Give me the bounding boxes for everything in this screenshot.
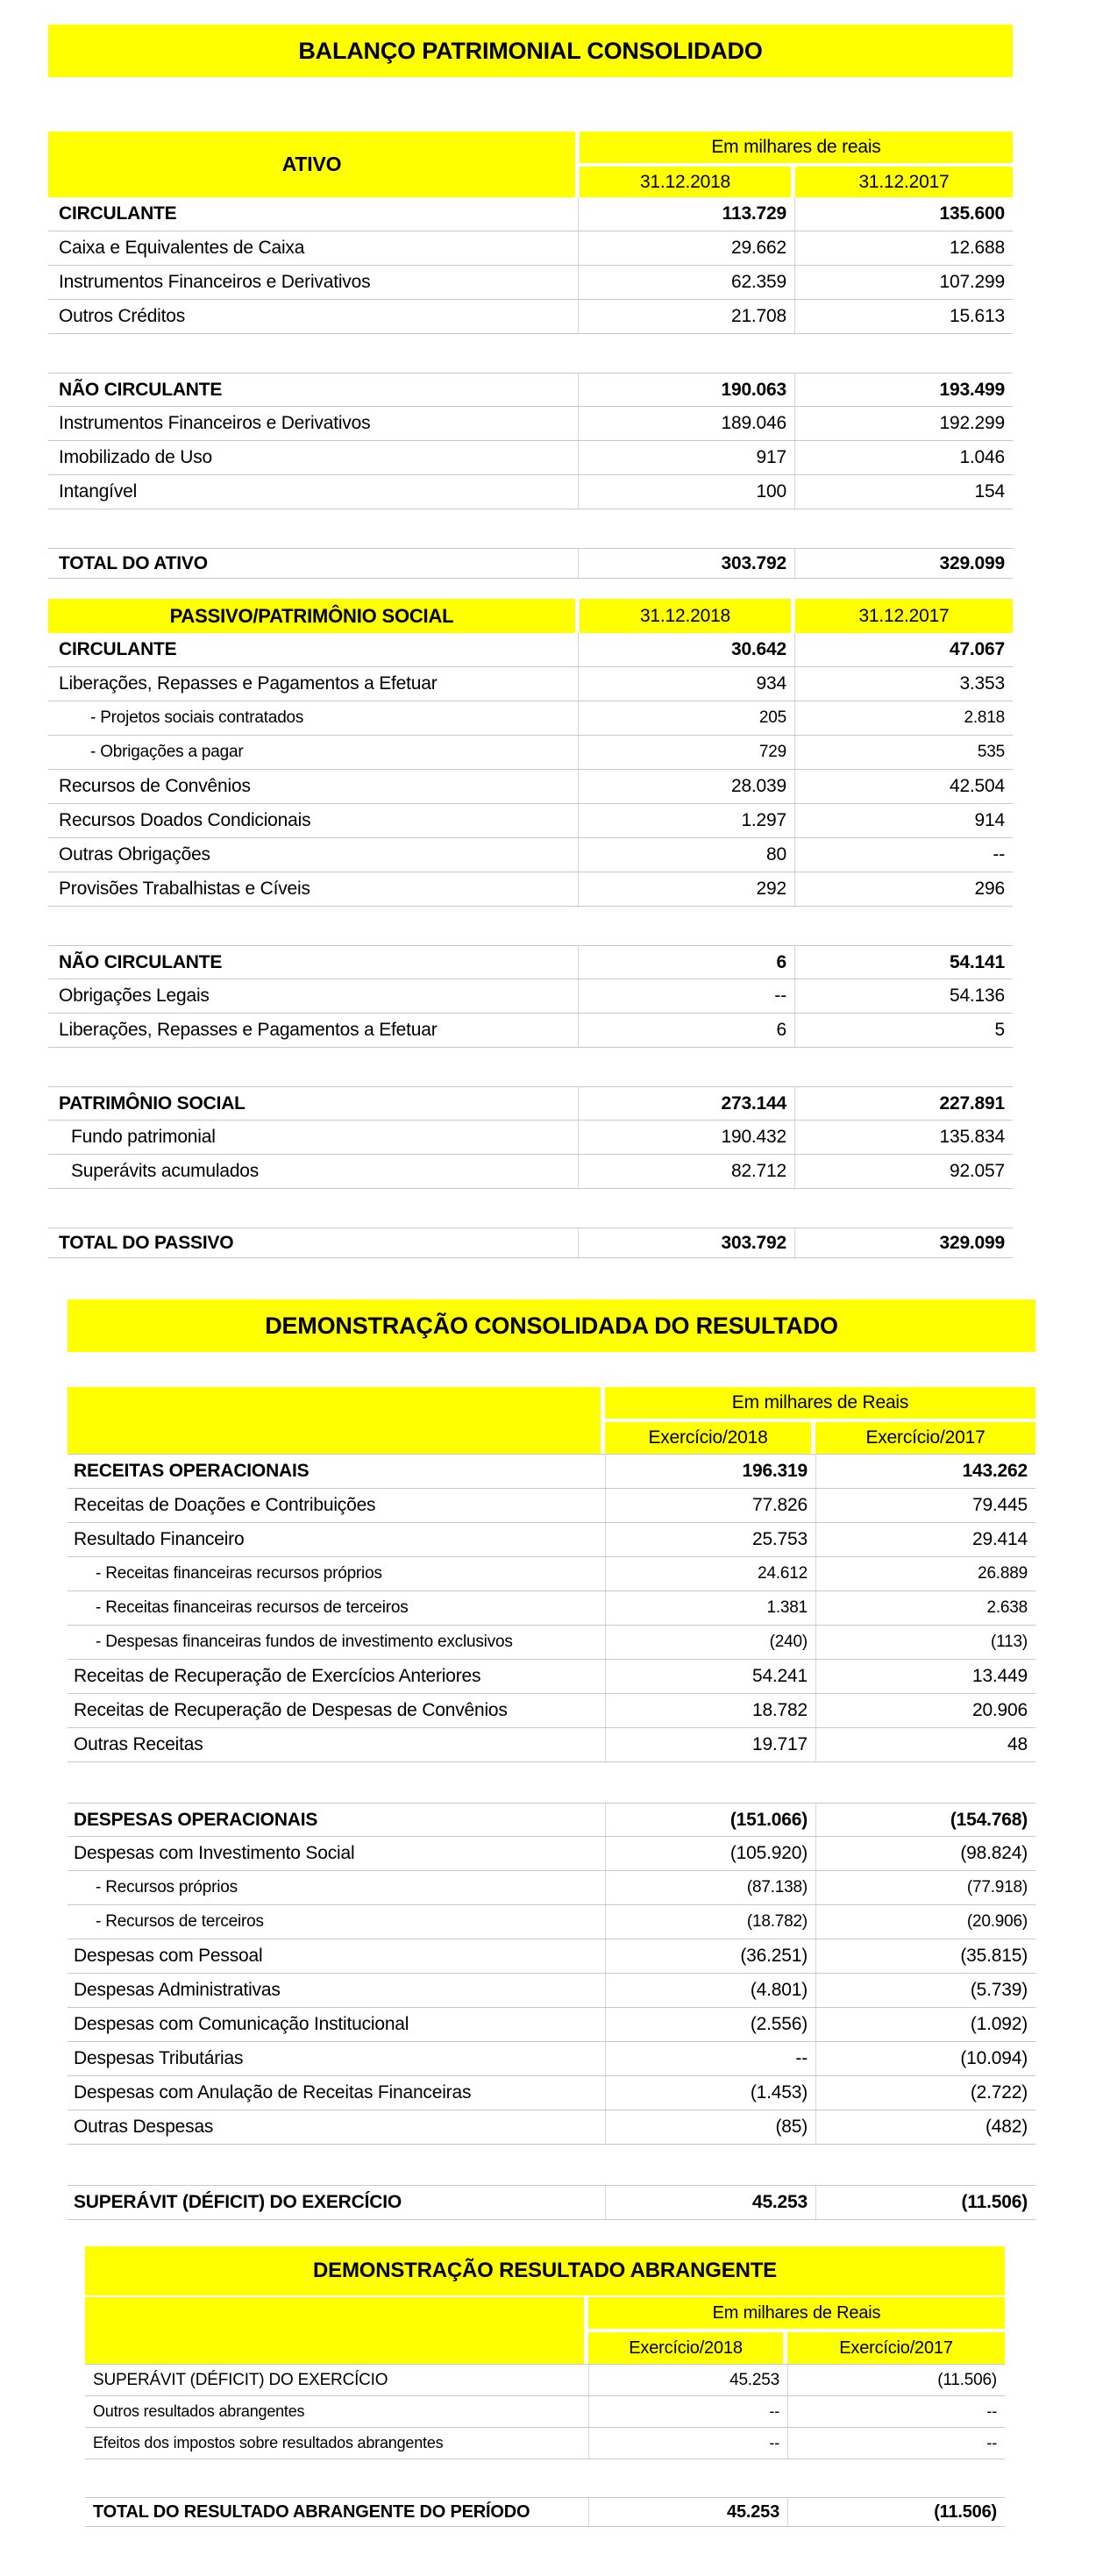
unit-label: Em milhares de Reais xyxy=(588,2297,1005,2329)
value-2017: (10.094) xyxy=(815,2042,1035,2075)
value-2018: 6 xyxy=(578,946,794,978)
column-header-2017: 31.12.2017 xyxy=(795,599,1013,633)
table-row xyxy=(68,2042,1035,2076)
value-2018: (4.801) xyxy=(605,1974,815,2007)
row-label: NÃO CIRCULANTE xyxy=(59,951,223,972)
unit-label: Em milhares de Reais xyxy=(605,1387,1035,1419)
table-row xyxy=(48,266,1013,300)
row-label: RECEITAS OPERACIONAIS xyxy=(74,1461,310,1481)
table-spacer xyxy=(68,1762,1035,1803)
table-row xyxy=(68,1803,1035,1837)
row-label: Instrumentos Financeiros e Derivativos xyxy=(59,272,371,292)
column-header-2018: 31.12.2018 xyxy=(580,167,791,197)
abrangente-table-header xyxy=(85,2297,1005,2364)
row-label: - Receitas financeiras recursos próprios xyxy=(96,1564,382,1583)
row-label: NÃO CIRCULANTE xyxy=(59,379,223,400)
value-2018: (105.920) xyxy=(605,1837,815,1870)
statement-title-resultado: DEMONSTRAÇÃO CONSOLIDADA DO RESULTADO xyxy=(68,1299,1035,1352)
value-2017: 26.889 xyxy=(815,1557,1035,1590)
value-2018: 45.253 xyxy=(588,2498,787,2526)
value-2018: -- xyxy=(588,2428,787,2459)
value-2018: -- xyxy=(578,979,794,1013)
value-2018: (2.556) xyxy=(605,2008,815,2041)
row-label: - Receitas financeiras recursos de terceiros xyxy=(96,1598,409,1617)
row-label: Despesas Administrativas xyxy=(74,1980,281,2000)
value-2017: (2.722) xyxy=(815,2076,1035,2110)
value-2018: 303.792 xyxy=(578,1228,794,1257)
table-spacer xyxy=(68,2145,1035,2185)
passivo-header-cell: PASSIVO/PATRIMÔNIO SOCIAL xyxy=(48,599,575,633)
table-row xyxy=(48,1155,1013,1189)
statement-title-balanco: BALANÇO PATRIMONIAL CONSOLIDADO xyxy=(48,25,1013,77)
table-row xyxy=(68,1660,1035,1694)
table-row xyxy=(85,2497,1005,2527)
table-row xyxy=(48,231,1013,266)
value-2018: -- xyxy=(605,2042,815,2075)
value-2017: (77.918) xyxy=(815,1871,1035,1904)
value-2018: 82.712 xyxy=(578,1155,794,1188)
value-2017: 227.891 xyxy=(794,1087,1013,1120)
value-2018: 25.753 xyxy=(605,1523,815,1556)
column-header-2017: 31.12.2017 xyxy=(795,167,1013,197)
value-2018: (18.782) xyxy=(605,1905,815,1939)
table-row xyxy=(68,1557,1035,1591)
value-2017: 329.099 xyxy=(794,549,1013,578)
row-label: Despesas com Investimento Social xyxy=(74,1843,355,1863)
value-2018: 196.319 xyxy=(605,1455,815,1488)
value-2018: 28.039 xyxy=(578,770,794,803)
value-2017: 135.834 xyxy=(794,1121,1013,1154)
value-2017: (5.739) xyxy=(815,1974,1035,2007)
value-2018: 100 xyxy=(578,475,794,509)
value-2017: 296 xyxy=(794,872,1013,906)
table-row xyxy=(68,1974,1035,2008)
row-label: DESPESAS OPERACIONAIS xyxy=(74,1809,318,1830)
table-row xyxy=(48,407,1013,441)
row-label: SUPERÁVIT (DÉFICIT) DO EXERCÍCIO xyxy=(93,2370,388,2389)
value-2018: 190.432 xyxy=(578,1121,794,1154)
value-2017: 12.688 xyxy=(794,231,1013,265)
value-2017: (11.506) xyxy=(787,2365,1005,2395)
value-2018: (85) xyxy=(605,2110,815,2144)
resultado-table-body xyxy=(68,1454,1035,2220)
table-row xyxy=(48,1228,1013,1258)
table-row xyxy=(68,1523,1035,1557)
table-row xyxy=(48,548,1013,579)
value-2018: 1.381 xyxy=(605,1591,815,1625)
resultado-header-right xyxy=(605,1387,1035,1454)
row-label: Recursos Doados Condicionais xyxy=(59,810,311,830)
row-label: - Recursos de terceiros xyxy=(96,1912,264,1931)
row-label: Liberações, Repasses e Pagamentos a Efetuar xyxy=(59,1020,438,1040)
value-2017: -- xyxy=(794,838,1013,872)
table-row xyxy=(68,1728,1035,1762)
abrangente-header-right xyxy=(588,2297,1005,2364)
row-label: Resultado Financeiro xyxy=(74,1529,245,1549)
passivo-table-body xyxy=(48,633,1013,1258)
row-label: Recursos de Convênios xyxy=(59,776,251,796)
value-2017: (154.768) xyxy=(815,1804,1035,1836)
passivo-table-header xyxy=(48,599,1013,633)
value-2017: 143.262 xyxy=(815,1455,1035,1488)
row-label: Outros resultados abrangentes xyxy=(93,2402,305,2420)
table-row xyxy=(48,475,1013,509)
value-2017: 54.141 xyxy=(794,946,1013,978)
column-header-exercicio-2017: Exercício/2017 xyxy=(815,1422,1035,1454)
value-2017: 79.445 xyxy=(815,1489,1035,1522)
value-2018: 917 xyxy=(578,441,794,474)
unit-label: Em milhares de reais xyxy=(580,132,1013,163)
table-row xyxy=(48,872,1013,907)
value-2017: 192.299 xyxy=(794,407,1013,440)
value-2017: 20.906 xyxy=(815,1694,1035,1727)
table-row xyxy=(48,804,1013,838)
value-2018: (151.066) xyxy=(605,1804,815,1836)
value-2018: 45.253 xyxy=(588,2365,787,2395)
row-label: Efeitos dos impostos sobre resultados abrangentes xyxy=(93,2434,444,2451)
value-2018: 1.297 xyxy=(578,804,794,837)
value-2018: 205 xyxy=(578,701,794,735)
ativo-table-body xyxy=(48,197,1013,579)
column-header-exercicio-2017: Exercício/2017 xyxy=(787,2332,1005,2364)
row-label: Provisões Trabalhistas e Cíveis xyxy=(59,879,310,899)
table-spacer xyxy=(48,1189,1013,1228)
row-label: Despesas Tributárias xyxy=(74,2048,244,2068)
value-2018: 54.241 xyxy=(605,1660,815,1693)
row-label: Obrigações Legais xyxy=(59,986,210,1006)
table-row xyxy=(48,701,1013,736)
value-2018: 113.729 xyxy=(578,197,794,231)
value-2017: 2.818 xyxy=(794,701,1013,735)
row-label: Despesas com Pessoal xyxy=(74,1946,263,1966)
row-label: SUPERÁVIT (DÉFICIT) DO EXERCÍCIO xyxy=(74,2192,402,2212)
value-2018: 934 xyxy=(578,667,794,701)
table-row xyxy=(48,667,1013,701)
row-label: TOTAL DO PASSIVO xyxy=(59,1232,234,1253)
value-2018: -- xyxy=(588,2396,787,2427)
table-row xyxy=(85,2428,1005,2459)
resultado-header-empty-cell xyxy=(68,1387,601,1454)
table-row xyxy=(48,1121,1013,1155)
value-2017: 29.414 xyxy=(815,1523,1035,1556)
table-row xyxy=(68,1939,1035,1974)
table-row xyxy=(68,1905,1035,1939)
ativo-header-cell: ATIVO xyxy=(48,132,575,197)
abrangente-header-empty-cell xyxy=(85,2297,584,2364)
table-row xyxy=(48,736,1013,770)
table-row xyxy=(48,1014,1013,1048)
row-label: Superávits acumulados xyxy=(71,1161,260,1181)
value-2018: 29.662 xyxy=(578,231,794,265)
table-spacer xyxy=(85,2459,1005,2497)
table-row xyxy=(48,770,1013,804)
table-row xyxy=(68,2110,1035,2145)
table-row xyxy=(48,373,1013,407)
value-2018: 30.642 xyxy=(578,633,794,666)
value-2018: 292 xyxy=(578,872,794,906)
row-label: - Projetos sociais contratados xyxy=(90,708,304,727)
value-2017: 2.638 xyxy=(815,1591,1035,1625)
value-2017: 154 xyxy=(794,475,1013,509)
table-row xyxy=(85,2396,1005,2428)
column-header-exercicio-2018: Exercício/2018 xyxy=(605,1422,811,1454)
row-label: Despesas com Comunicação Institucional xyxy=(74,2014,409,2034)
value-2017: -- xyxy=(787,2428,1005,2459)
value-2017: 48 xyxy=(815,1728,1035,1761)
row-label: Outras Receitas xyxy=(74,1734,203,1754)
value-2018: 729 xyxy=(578,736,794,769)
value-2017: (98.824) xyxy=(815,1837,1035,1870)
row-label: TOTAL DO ATIVO xyxy=(59,552,208,573)
table-row xyxy=(68,1871,1035,1905)
table-row xyxy=(68,1489,1035,1523)
table-row xyxy=(68,1837,1035,1871)
value-2017: (35.815) xyxy=(815,1939,1035,1973)
value-2017: (1.092) xyxy=(815,2008,1035,2041)
row-label: Imobilizado de Uso xyxy=(59,447,212,467)
row-label: - Obrigações a pagar xyxy=(90,743,244,761)
column-header-2018: 31.12.2018 xyxy=(580,599,791,633)
value-2018: 303.792 xyxy=(578,549,794,578)
abrangente-table-body xyxy=(85,2364,1005,2527)
value-2018: 18.782 xyxy=(605,1694,815,1727)
table-row xyxy=(85,2365,1005,2396)
table-row xyxy=(48,441,1013,475)
table-spacer xyxy=(48,509,1013,548)
table-row xyxy=(48,838,1013,872)
value-2017: (11.506) xyxy=(815,2186,1035,2219)
row-label: TOTAL DO RESULTADO ABRANGENTE DO PERÍODO xyxy=(93,2501,530,2522)
value-2017: (113) xyxy=(815,1626,1035,1659)
table-spacer xyxy=(48,1048,1013,1086)
value-2017: (20.906) xyxy=(815,1905,1035,1939)
value-2017: 42.504 xyxy=(794,770,1013,803)
row-label: Outras Despesas xyxy=(74,2117,214,2137)
table-spacer xyxy=(48,334,1013,373)
row-label: Outros Créditos xyxy=(59,306,186,326)
value-2017: -- xyxy=(787,2396,1005,2427)
value-2017: 135.600 xyxy=(794,197,1013,231)
value-2017: 13.449 xyxy=(815,1660,1035,1693)
table-row xyxy=(68,1626,1035,1660)
ativo-table-header xyxy=(48,132,1013,197)
value-2018: 190.063 xyxy=(578,374,794,406)
table-row xyxy=(68,2008,1035,2042)
value-2017: (11.506) xyxy=(787,2498,1005,2526)
table-row xyxy=(48,633,1013,667)
value-2018: 24.612 xyxy=(605,1557,815,1590)
table-row xyxy=(68,2076,1035,2110)
table-spacer xyxy=(48,907,1013,945)
value-2017: 47.067 xyxy=(794,633,1013,666)
row-label: CIRCULANTE xyxy=(59,203,177,224)
value-2017: (482) xyxy=(815,2110,1035,2144)
table-row xyxy=(48,979,1013,1014)
value-2017: 3.353 xyxy=(794,667,1013,701)
row-label: Despesas com Anulação de Receitas Financeiras xyxy=(74,2082,472,2103)
value-2018: 45.253 xyxy=(605,2186,815,2219)
value-2017: 914 xyxy=(794,804,1013,837)
value-2018: (1.453) xyxy=(605,2076,815,2110)
resultado-table-header xyxy=(68,1387,1035,1454)
column-header-exercicio-2018: Exercício/2018 xyxy=(588,2332,783,2364)
value-2017: 193.499 xyxy=(794,374,1013,406)
value-2018: (36.251) xyxy=(605,1939,815,1973)
row-label: Receitas de Doações e Contribuições xyxy=(74,1495,376,1515)
table-row xyxy=(48,945,1013,979)
value-2017: 107.299 xyxy=(794,266,1013,299)
ativo-header-right xyxy=(580,132,1013,197)
statement-title-abrangente: DEMONSTRAÇÃO RESULTADO ABRANGENTE xyxy=(85,2246,1005,2295)
row-label: CIRCULANTE xyxy=(59,639,177,659)
value-2018: 273.144 xyxy=(578,1087,794,1120)
row-label: Instrumentos Financeiros e Derivativos xyxy=(59,413,371,433)
row-label: Receitas de Recuperação de Despesas de Convênios xyxy=(74,1700,508,1720)
value-2018: 6 xyxy=(578,1014,794,1047)
value-2018: 77.826 xyxy=(605,1489,815,1522)
value-2017: 92.057 xyxy=(794,1155,1013,1188)
row-label: Fundo patrimonial xyxy=(71,1127,216,1147)
table-row xyxy=(48,1086,1013,1121)
value-2018: 62.359 xyxy=(578,266,794,299)
table-row xyxy=(68,2185,1035,2220)
value-2018: (87.138) xyxy=(605,1871,815,1904)
value-2017: 5 xyxy=(794,1014,1013,1047)
value-2018: (240) xyxy=(605,1626,815,1659)
row-label: Liberações, Repasses e Pagamentos a Efetuar xyxy=(59,673,438,694)
value-2017: 54.136 xyxy=(794,979,1013,1013)
value-2017: 535 xyxy=(794,736,1013,769)
row-label: Outras Obrigações xyxy=(59,844,210,865)
row-label: PATRIMÔNIO SOCIAL xyxy=(59,1092,245,1114)
value-2018: 19.717 xyxy=(605,1728,815,1761)
table-row xyxy=(68,1694,1035,1728)
table-row xyxy=(48,300,1013,334)
value-2018: 21.708 xyxy=(578,300,794,333)
value-2017: 1.046 xyxy=(794,441,1013,474)
value-2018: 80 xyxy=(578,838,794,872)
row-label: Receitas de Recuperação de Exercícios Anteriores xyxy=(74,1666,481,1686)
table-row xyxy=(68,1455,1035,1489)
table-row xyxy=(68,1591,1035,1626)
row-label: - Recursos próprios xyxy=(96,1878,238,1896)
value-2017: 329.099 xyxy=(794,1228,1013,1257)
row-label: Caixa e Equivalentes de Caixa xyxy=(59,238,305,258)
value-2018: 189.046 xyxy=(578,407,794,440)
table-row xyxy=(48,197,1013,231)
row-label: Intangível xyxy=(59,481,138,502)
row-label: - Despesas financeiras fundos de investimento exclusivos xyxy=(96,1633,513,1651)
value-2017: 15.613 xyxy=(794,300,1013,333)
